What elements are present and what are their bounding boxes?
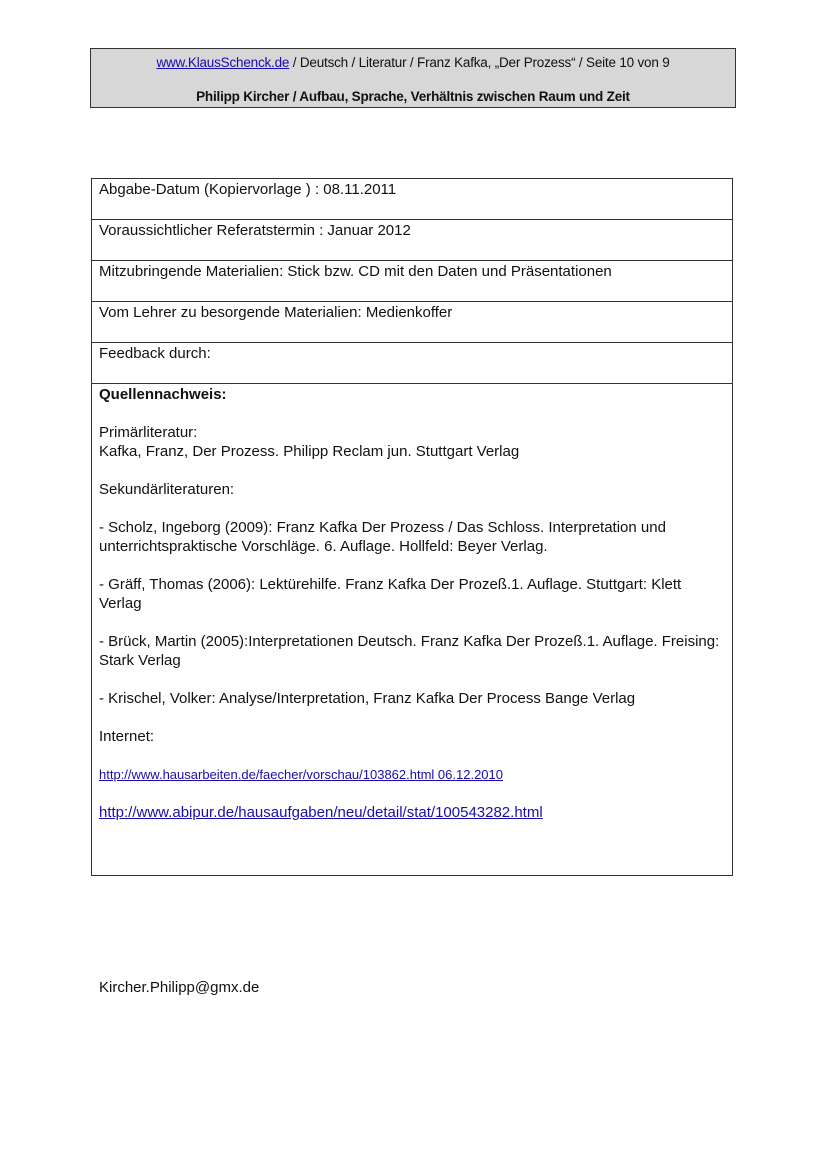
- internet-link-abipur[interactable]: http://www.abipur.de/hausaufgaben/neu/detail/stat/100543282.html: [99, 804, 543, 821]
- submission-date: Abgabe-Datum (Kopiervorlage ) : 08.11.2011: [92, 179, 733, 220]
- sources-heading: Quellennachweis:: [99, 386, 227, 403]
- info-table: [91, 178, 733, 876]
- site-link[interactable]: www.KlausSchenck.de: [156, 55, 290, 70]
- feedback: Feedback durch:: [92, 343, 733, 384]
- sources-cell: [92, 384, 733, 876]
- secondary-entry: - Scholz, Ingeborg (2009): Franz Kafka Der Prozess / Das Schloss. Interpretation und unterrichtspraktische Vorschläge. 6. Auflage. Hollfeld: Beyer Verlag.: [99, 519, 666, 555]
- breadcrumb-text: / Deutsch / Literatur / Franz Kafka, „Der Prozess“ / Seite 10 von 9: [289, 55, 670, 70]
- table-row: [92, 302, 733, 343]
- secondary-entry: - Krischel, Volker: Analyse/Interpretation, Franz Kafka Der Process Bange Verlag: [99, 690, 636, 707]
- author-email: Kircher.Philipp@gmx.de: [99, 979, 260, 996]
- header-breadcrumb: [91, 55, 735, 70]
- secondary-label: Sekundärliteraturen:: [99, 481, 235, 498]
- table-row: [92, 261, 733, 302]
- secondary-entry: - Gräff, Thomas (2006): Lektürehilfe. Franz Kafka Der Prozeß.1. Auflage. Stuttgart: Klett Verlag: [99, 576, 682, 612]
- secondary-entry: - Brück, Martin (2005):Interpretationen Deutsch. Franz Kafka Der Prozeß.1. Auflage. Freising: Stark Verlag: [99, 633, 720, 669]
- header-subtitle: Philipp Kircher / Aufbau, Sprache, Verhältnis zwischen Raum und Zeit: [196, 89, 630, 104]
- internet-label: Internet:: [99, 728, 155, 745]
- table-row: [92, 343, 733, 384]
- primary-label: Primärliteratur:: [99, 424, 198, 441]
- table-row: [92, 179, 733, 220]
- presentation-date: Voraussichtlicher Referatstermin : Januar 2012: [92, 220, 733, 261]
- internet-link-hausarbeiten[interactable]: http://www.hausarbeiten.de/faecher/vorschau/103862.html 06.12.2010: [99, 767, 503, 782]
- table-row: [92, 220, 733, 261]
- teacher-materials: Vom Lehrer zu besorgende Materialien: Medienkoffer: [92, 302, 733, 343]
- materials-to-bring: Mitzubringende Materialien: Stick bzw. CD mit den Daten und Präsentationen: [92, 261, 733, 302]
- sources-row: [92, 384, 733, 876]
- page-header: [90, 48, 736, 108]
- primary-entry: Kafka, Franz, Der Prozess. Philipp Reclam jun. Stuttgart Verlag: [99, 443, 520, 460]
